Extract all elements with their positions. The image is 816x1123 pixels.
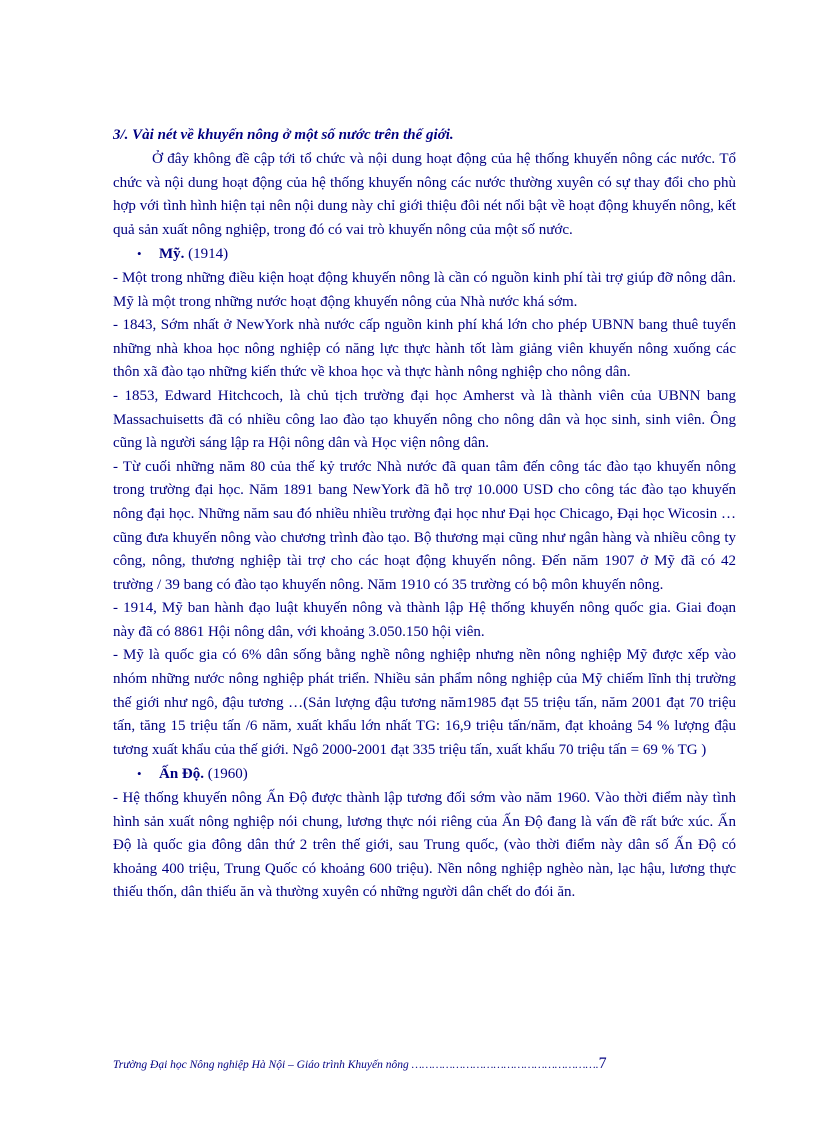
bullet-icon: • (137, 246, 142, 262)
bullet-icon: • (137, 766, 142, 782)
india-paragraph: - Hệ thống khuyến nông Ấn Độ được thành lập tương đối sớm vào năm 1960. Vào thời điểm này tình hình sản xuất nông nghiệp nói chung, lương thực nói riêng của Ấn Độ đang là vấn đề rất bức xúc. Ấn Độ là quốc gia đông dân thứ 2 trên thế giới, sau Trung quốc, (vào thời điểm này dân số Ấn Độ có khoảng 400 triệu, Trung Quốc có khoảng 600 triệu). Nền nông nghiệp nghèo nàn, lạc hậu, lương thực thiếu thốn, dân thiếu ăn và thường xuyên có những người dân chết do đói ăn. (113, 790, 736, 901)
footer-text: Trường Đại học Nông nghiệp Hà Nội – Giáo trình Khuyến nông ………………………………………………. (113, 1059, 599, 1071)
country-heading-usa (113, 242, 736, 267)
country-year: (1914) (184, 246, 229, 263)
usa-paragraph: - 1914, Mỹ ban hành đạo luật khuyến nông và thành lập Hệ thống khuyến nông quốc gia. Giai đoạn này đã có 8861 Hội nông dân, với khoảng 3.050.150 hội viên. (113, 600, 736, 640)
section-heading: 3/. Vài nét về khuyến nông ở một số nước trên thế giới. (113, 127, 454, 143)
intro-paragraph: Ở đây không đề cập tới tổ chức và nội dung hoạt động của hệ thống khuyến nông các nước. Tổ chức và nội dung hoạt động của hệ thống khuyến nông các nước thường xuyên có sự thay đổi cho phù hợp với tình hình hiện tại nên nội dung này chỉ giới thiệu đôi nét nổi bật về hoạt động khuyến nông, kết quả sản xuất nông nghiệp, trong đó có vai trò khuyến nông của một số nước. (113, 151, 736, 238)
usa-paragraph: - Một trong những điều kiện hoạt động khuyến nông là cần có nguồn kinh phí tài trợ giúp đỡ nông dân. Mỹ là một trong những nước hoạt động khuyến nông của Nhà nước khá sớm. (113, 269, 736, 310)
usa-paragraph: - Từ cuối những năm 80 của thế kỷ trước Nhà nước đã quan tâm đến công tác đào tạo khuyến nông trong trường đại học. Năm 1891 bang NewYork đã hỗ trợ 10.000 USD cho công tác đào tạo khuyến nông đại học. Những năm sau đó nhiều nhiều trường đại học như Đại học Chicago, Đại học Wicosin …cũng đưa khuyến nông vào chương trình đào tạo. Bộ thương mại cũng như ngân hàng và nhiều công ty công, nông, thương nghiệp tài trợ cho các hoạt động khuyến nông. Đến năm 1907 ở Mỹ đã có 42 trường / 39 bang có đào tạo khuyến nông. Năm 1910 có 35 trường có bộ môn khuyến nông. (113, 458, 736, 593)
country-year: (1960) (204, 766, 248, 783)
country-name: Mỹ. (159, 246, 185, 263)
usa-paragraph: - 1853, Edward Hitchcoch, là chủ tịch trường đại học Amherst và là thành viên của UBNN bang Massachuisetts đã có nhiều công lao đào tạo khuyến nông cho nông dân và học sinh, sinh viên. Ông cũng là người sáng lập ra Hội nông dân và Học viện nông dân. (113, 387, 736, 452)
usa-paragraph: - Mỹ là quốc gia có 6% dân sống bằng nghề nông nghiệp nhưng nền nông nghiệp Mỹ được xếp vào nhóm những nước nông nghiệp phát triển. Nhiều sản phẩm nông nghiệp của Mỹ chiếm lĩnh thị trường thế giới như ngô, đậu tương …(Sản lượng đậu tương năm1985 đạt 55 triệu tấn, năm 2001 đạt 70 triệu tấn, tăng 15 triệu tấn /6 năm, xuất khẩu lớn nhất TG: 16,9 triệu tấn/năm, đạt khoảng 54 % lượng đậu tương xuất khẩu của thế giới. Ngô 2000-2001 đạt 335 triệu tấn, xuất khẩu 70 triệu tấn = 69 % TG ) (113, 647, 736, 758)
usa-paragraph: - 1843, Sớm nhất ở NewYork nhà nước cấp nguồn kinh phí khá lớn cho phép UBNN bang thuê tuyển những nhà khoa học nông nghiệp có năng lực thực hành tốt làm giảng viên khuyến nông xuống các thôn xã đào tạo những kiến thức về khoa học và thực hành nông nghiệp cho nông dân. (113, 317, 736, 381)
page-number: 7 (598, 1055, 607, 1072)
country-name: Ấn Độ. (159, 766, 205, 783)
page-footer (113, 1052, 733, 1078)
document-body (113, 148, 736, 905)
country-heading-india (113, 762, 736, 787)
